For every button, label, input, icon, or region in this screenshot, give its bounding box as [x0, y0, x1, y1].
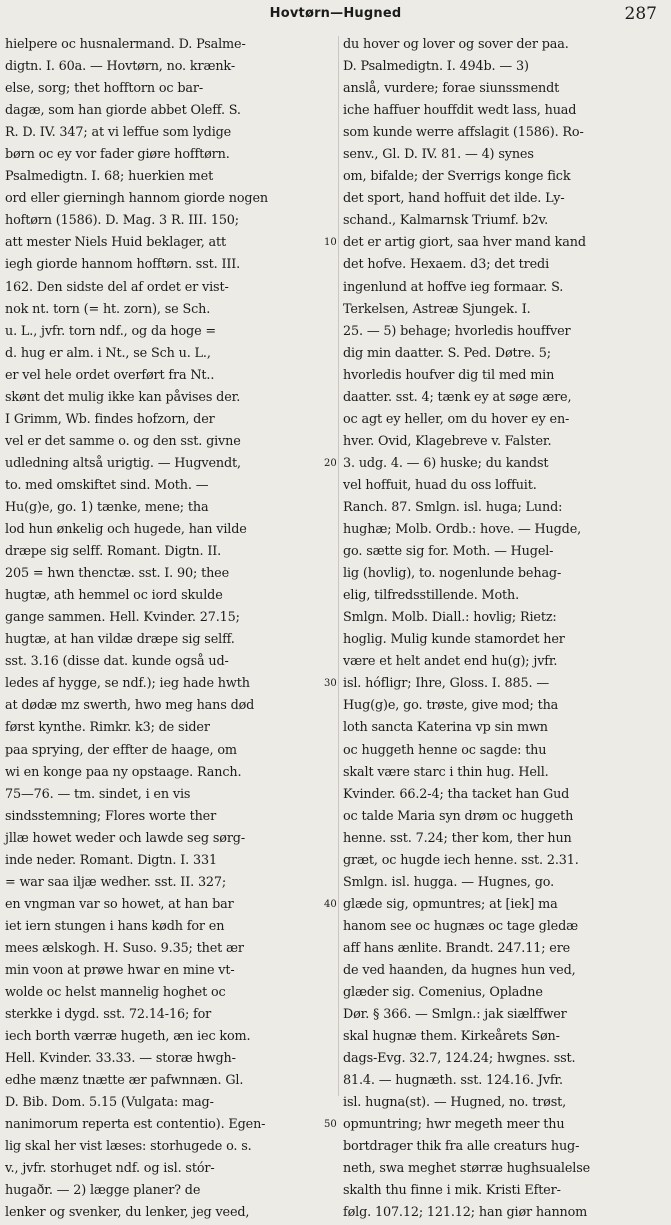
text-line: wolde oc helst mannelig hoghet oc [5, 985, 226, 1001]
text-line: vel hoffuit, huad du oss loffuit. [343, 477, 537, 493]
text-line: elig, tilfredsstillende. Moth. [343, 588, 520, 604]
text-line: anslå, vurdere; forae siunssmendt [343, 81, 560, 97]
text-line: iet iern stungen i hans kødh for en [5, 918, 225, 934]
text-line: iche haffuer houffdit wedt lass, huad [343, 103, 577, 119]
running-head [0, 4, 671, 28]
text-line: jllæ howet weder och lawde seg sørg- [5, 830, 246, 846]
text-line: Hell. Kvinder. 33.33. — storæ hwgh- [5, 1051, 236, 1067]
text-line: 81.4. — hugnæth. sst. 124.16. Jvfr. [343, 1073, 563, 1089]
text-line: børn oc ey vor fader giøre hofftørn. [5, 147, 230, 163]
line-number: 50 [324, 1119, 337, 1131]
text-line: skønt det mulig ikke kan påvises der. [5, 389, 241, 405]
text-line: sterkke i dygd. sst. 72.14-16; for [5, 1007, 212, 1023]
text-line: d. hug er alm. i Nt., se Sch u. L., [5, 345, 211, 361]
text-line: inde neder. Romant. Digtn. I. 331 [5, 852, 217, 868]
text-line: R. D. IV. 347; at vi leffue som lydige [5, 125, 232, 141]
line-number: 40 [324, 898, 337, 910]
text-line: iegh giorde hannom hofftørn. sst. III. [5, 257, 241, 273]
text-line: nanimorum reperta est contentio). Egen- [5, 1117, 266, 1133]
text-line: iech borth værræ hugeth, æn iec kom. [5, 1029, 251, 1045]
text-line: de ved haanden, da hugnes hun ved, [343, 962, 576, 978]
text-line: daatter. sst. 4; tænk ey at søge ære, [343, 389, 572, 405]
text-line: D. Psalmedigtn. I. 494b. — 3) [343, 59, 529, 75]
text-line: hoftørn (1586). D. Mag. 3 R. III. 150; [5, 213, 239, 229]
text-line: isl. hófligr; Ihre, Gloss. I. 885. — [343, 676, 550, 692]
text-line: hanom see oc hugnæs oc tage gledæ [343, 918, 578, 934]
text-line: loth sancta Katerina vp sin mwn [343, 720, 548, 736]
text-line: edhe mænz tnætte ær pafwnnæn. Gl. [5, 1073, 244, 1089]
text-line: digtn. I. 60a. — Hovtørn, no. krænk- [5, 59, 235, 75]
text-line: at dødæ mz swerth, hwo meg hans død [5, 698, 255, 714]
text-line: skalt være starc i thin hug. Hell. [343, 764, 549, 780]
text-line: 162. Den sidste del af ordet er vist- [5, 279, 229, 295]
text-line: være et helt andet end hu(g); jvfr. [343, 654, 558, 670]
text-line: Psalmedigtn. I. 68; huerkien met [5, 169, 214, 185]
line-number: 10 [324, 237, 337, 249]
text-line: ingenlund at hoffve ieg formaar. S. [343, 279, 564, 295]
text-line: gange sammen. Hell. Kvinder. 27.15; [5, 610, 240, 626]
text-line: det hofve. Hexaem. d3; det tredi [343, 257, 550, 273]
text-line: som kunde werre affslagit (1586). Ro- [343, 125, 584, 141]
text-line: Kvinder. 66.2-4; tha tacket han Gud [343, 786, 570, 802]
text-line: wi en konge paa ny opstaage. Ranch. [5, 764, 242, 780]
text-line: D. Bib. Dom. 5.15 (Vulgata: mag- [5, 1095, 214, 1111]
text-line: paa sprying, der effter de haage, om [5, 742, 237, 758]
text-line: aff hans ænlite. Brandt. 247.11; ere [343, 940, 571, 956]
text-line: dig min daatter. S. Ped. Døtre. 5; [343, 345, 551, 361]
text-line: udledning altså urigtig. — Hugvendt, [5, 455, 241, 471]
text-line: glæder sig. Comenius, Opladne [343, 985, 543, 1001]
text-line: en vngman var so howet, at han bar [5, 896, 234, 912]
text-line: oc agt ey heller, om du hover ey en- [343, 411, 570, 427]
text-line: go. sætte sig for. Moth. — Hugel- [343, 544, 554, 560]
text-line: Smlgn. Molb. Diall.: hovlig; Rietz: [343, 610, 557, 626]
text-line: hugtæ, at han vildæ dræpe sig selff. [5, 632, 235, 648]
text-line: 205 = hwn thenctæ. sst. I. 90; thee [5, 566, 230, 582]
text-line: hoglig. Mulig kunde stamordet her [343, 632, 565, 648]
right-column [343, 34, 656, 1221]
text-line: glæde sig, opmuntres; at [iek] ma [343, 896, 558, 912]
text-line: sindsstemning; Flores worte ther [5, 808, 217, 824]
text-line: hugaðr. — 2) lægge planer? de [5, 1183, 201, 1199]
left-column [5, 34, 322, 1221]
text-line: du hover og lover og sover der paa. [343, 37, 569, 52]
text-line: ledes af hygge, se ndf.); ieg hade hwth [5, 676, 250, 692]
text-line: hvorledis houfver dig til med min [343, 367, 555, 383]
text-line: nok nt. torn (= ht. zorn), se Sch. [5, 301, 211, 317]
text-line: græt, oc hugde iech henne. sst. 2.31. [343, 852, 579, 868]
text-line: att mester Niels Huid beklager, att [5, 235, 227, 251]
text-line: hver. Ovid, Klagebreve v. Falster. [343, 433, 552, 449]
text-line: opmuntring; hwr megeth meer thu [343, 1117, 565, 1133]
text-line: lenker og svenker, du lenker, jeg veed, [5, 1205, 250, 1221]
text-line: senv., Gl. D. IV. 81. — 4) synes [343, 147, 534, 163]
text-line: Dør. § 366. — Smlgn.: jak siælffwer [343, 1007, 567, 1023]
text-line: om, bifalde; der Sverrigs konge fick [343, 169, 571, 185]
text-line: Smlgn. isl. hugga. — Hugnes, go. [343, 874, 554, 890]
text-line: to. med omskiftet sind. Moth. — [5, 477, 209, 493]
text-line: dræpe sig selff. Romant. Digtn. II. [5, 544, 222, 560]
text-line: ord eller gierningh hannom giorde nogen [5, 191, 268, 207]
text-line: v., jvfr. storhuget ndf. og isl. stór- [5, 1161, 215, 1177]
text-line: hugtæ, ath hemmel oc iord skulde [5, 588, 223, 604]
text-line: u. L., jvfr. torn ndf., og da hoge = [5, 323, 217, 339]
text-line: = war saa iljæ wedher. sst. II. 327; [5, 874, 227, 890]
text-line: dagæ, som han giorde abbet Oleff. S. [5, 103, 241, 119]
text-line: hughæ; Molb. Ordb.: hove. — Hugde, [343, 522, 582, 538]
text-line: oc huggeth henne oc sagde: thu [343, 742, 547, 758]
text-line: 25. — 5) behage; hvorledis houffver [343, 323, 571, 339]
text-line: neth, swa meghet størræ hughsualelse [343, 1161, 591, 1177]
text-line: henne. sst. 7.24; ther kom, ther hun [343, 830, 572, 846]
text-line: sst. 3.16 (disse dat. kunde også ud- [5, 654, 229, 670]
running-title: Hovtørn—Hugned [269, 6, 402, 21]
text-line: skal hugnæ them. Kirkeårets Søn- [343, 1029, 560, 1045]
text-line: er vel hele ordet overført fra Nt.. [5, 367, 215, 383]
line-number-gutter [322, 34, 342, 1131]
text-line: Hug(g)e, go. trøste, give mod; tha [343, 698, 559, 714]
text-line: lod hun ønkelig och hugede, han vilde [5, 522, 247, 538]
text-line: min voon at prøwe hwar en mine vt- [5, 962, 235, 978]
text-line: mees ælskogh. H. Suso. 9.35; thet ær [5, 940, 244, 956]
text-line: isl. hugna(st). — Hugned, no. trøst, [343, 1095, 567, 1111]
text-line: else, sorg; thet hofftorn oc bar- [5, 81, 204, 97]
text-line: lig (hovlig), to. nogenlunde behag- [343, 566, 562, 582]
text-line: hielpere oc husnalermand. D. Psalme- [5, 37, 246, 52]
text-line: schand., Kalmarnsk Triumf. b2v. [343, 213, 549, 229]
text-line: dags-Evg. 32.7, 124.24; hwgnes. sst. [343, 1051, 576, 1067]
text-line: bortdrager thik fra alle creaturs hug- [343, 1139, 580, 1155]
text-line: Ranch. 87. Smlgn. isl. huga; Lund: [343, 499, 563, 515]
text-line: det sport, hand hoffuit det ilde. Ly- [343, 191, 565, 207]
text-line: følg. 107.12; 121.12; han giør hannom [343, 1205, 588, 1221]
line-number: 20 [324, 457, 337, 469]
text-line: 75—76. — tm. sindet, i en vis [5, 786, 191, 802]
text-line: vel er det samme o. og den sst. givne [5, 433, 241, 449]
text-line: lig skal her vist læses: storhugede o. s. [5, 1139, 252, 1155]
text-line: det er artig giort, saa hver mand kand [343, 235, 586, 251]
line-number: 30 [324, 678, 337, 690]
page-number: 287 [624, 4, 657, 24]
text-line: oc talde Maria syn drøm oc huggeth [343, 808, 574, 824]
text-line: først kynthe. Rimkr. k3; de sider [5, 720, 210, 736]
text-line: skalth thu finne i mik. Kristi Efter- [343, 1183, 561, 1199]
text-line: Hu(g)e, go. 1) tænke, mene; tha [5, 499, 209, 515]
text-line: 3. udg. 4. — 6) huske; du kandst [343, 455, 549, 471]
text-line: Terkelsen, Astreæ Sjungek. I. [343, 301, 531, 317]
text-line: I Grimm, Wb. findes hofzorn, der [5, 411, 215, 427]
